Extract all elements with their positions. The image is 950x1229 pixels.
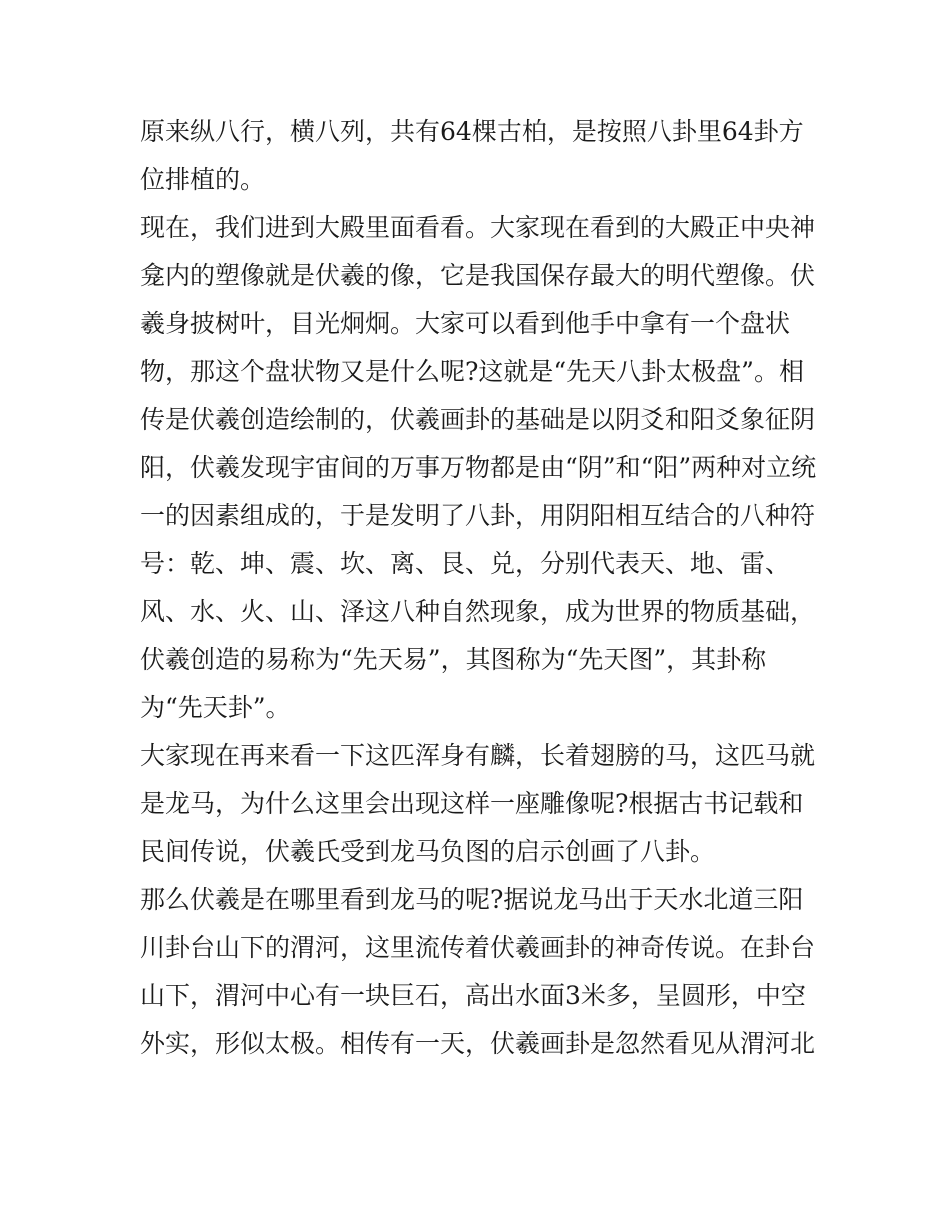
text-line: 民间传说，伏羲氏受到龙马负图的启示创画了八卦。 xyxy=(140,837,716,866)
text-line: 位排植的。 xyxy=(140,165,266,194)
text-line: 外实，形似太极。相传有一天，伏羲画卦是忽然看见从渭河北 xyxy=(140,1029,816,1058)
text-line: 是龙马，为什么这里会出现这样一座雕像呢?根据古书记载和 xyxy=(140,789,804,818)
text-line: 风、水、火、山、泽这八种自然现象，成为世界的物质基础， xyxy=(140,597,816,626)
text-line: 物，那这个盘状物又是什么呢?这就是“先天八卦太极盘”。相 xyxy=(140,357,804,386)
text-line: 那么伏羲是在哪里看到龙马的呢?据说龙马出于天水北道三阳 xyxy=(140,885,804,914)
text-line: 山下，渭河中心有一块巨石，高出水面3米多，呈圆形，中空 xyxy=(140,981,806,1010)
body-text xyxy=(140,108,820,1068)
text-line: 为“先天卦”。 xyxy=(140,693,291,722)
text-line: 羲身披树叶，目光炯炯。大家可以看到他手中拿有一个盘状 xyxy=(140,309,791,338)
text-line: 川卦台山下的渭河，这里流传着伏羲画卦的神奇传说。在卦台 xyxy=(140,933,816,962)
text-line: 伏羲创造的易称为“先天易”，其图称为“先天图”，其卦称 xyxy=(140,645,767,674)
text-line: 原来纵八行，横八列，共有64棵古柏，是按照八卦里64卦方 xyxy=(140,117,804,146)
text-line: 号：乾、坤、震、坎、离、艮、兑，分别代表天、地、雷、 xyxy=(140,549,791,578)
text-line: 现在，我们进到大殿里面看看。大家现在看到的大殿正中央神 xyxy=(140,213,816,242)
text-line: 大家现在再来看一下这匹浑身有麟，长着翅膀的马，这匹马就 xyxy=(140,741,816,770)
text-line: 一的因素组成的，于是发明了八卦，用阴阳相互结合的八种符 xyxy=(140,501,816,530)
text-line: 传是伏羲创造绘制的，伏羲画卦的基础是以阴爻和阳爻象征阴 xyxy=(140,405,816,434)
text-line: 龛内的塑像就是伏羲的像，它是我国保存最大的明代塑像。伏 xyxy=(140,261,816,290)
text-line: 阳，伏羲发现宇宙间的万事万物都是由“阴”和“阳”两种对立统 xyxy=(140,453,817,482)
